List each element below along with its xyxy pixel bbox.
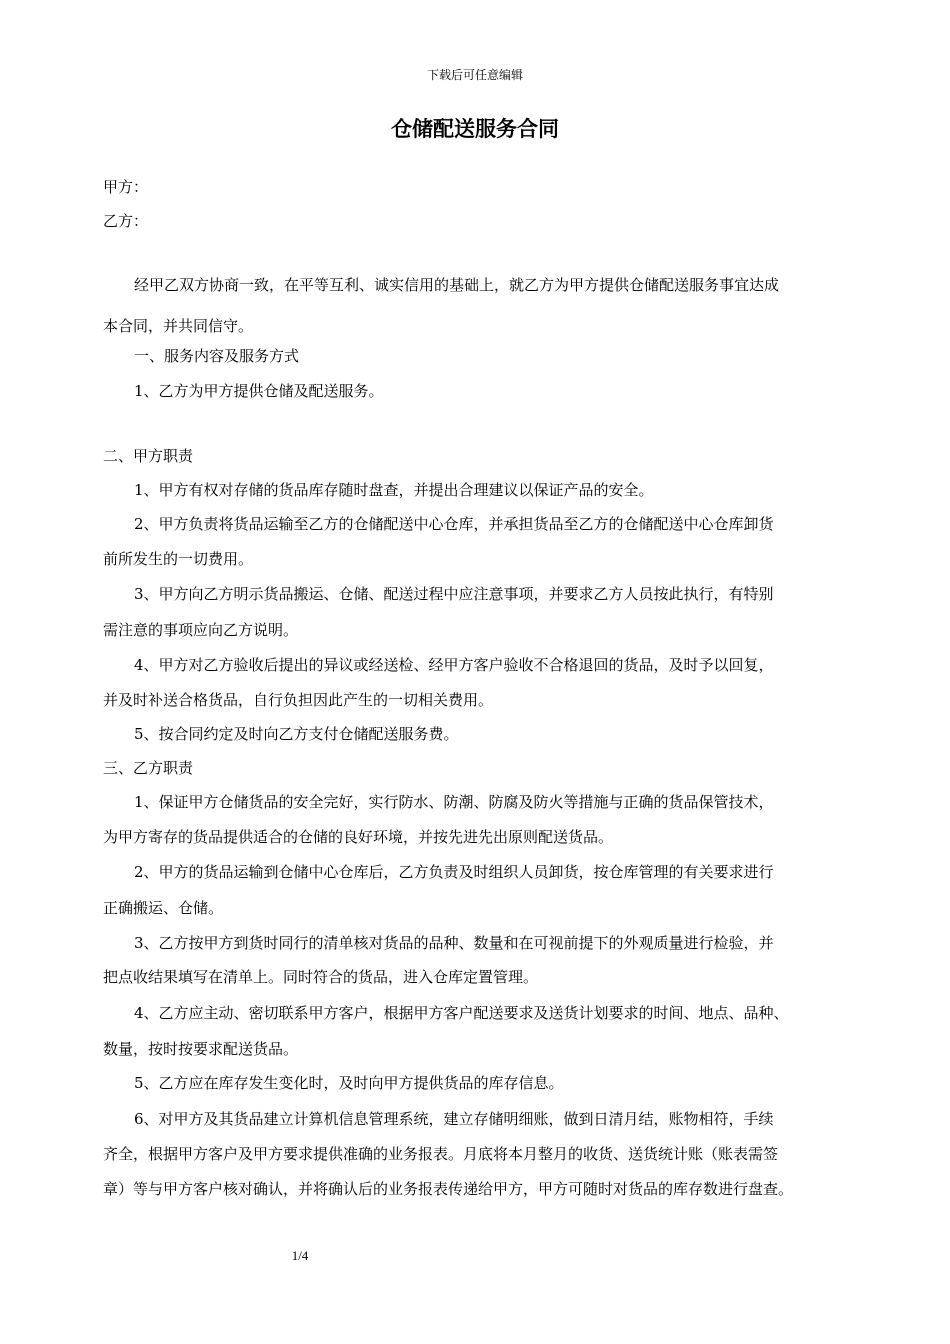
clause-line: 正确搬运、仓储。 — [103, 899, 224, 917]
section-heading: 三、乙方职责 — [103, 759, 194, 777]
clause-line: 齐全，根据甲方客户及甲方要求提供准确的业务报表。月底将本月整月的收货、送货统计账（账表需签 — [103, 1145, 779, 1163]
clause-line: 1、乙方为甲方提供仓储及配送服务。 — [134, 382, 384, 400]
clause-line: 章）等与甲方客户核对确认，并将确认后的业务报表传递给甲方，甲方可随时对货品的库存数进行盘查。 — [103, 1180, 794, 1198]
clause-line: 数量，按时按要求配送货品。 — [103, 1040, 299, 1058]
clause-line: 前所发生的一切费用。 — [103, 550, 254, 568]
clause-line: 3、甲方向乙方明示货品搬运、仓储、配送过程中应注意事项，并要求乙方人员按此执行，有特别 — [134, 585, 774, 603]
clause-line: 5、乙方应在库存发生变化时，及时向甲方提供货品的库存信息。 — [134, 1074, 564, 1092]
clause-line: 4、甲方对乙方验收后提出的异议或经送检、经甲方客户验收不合格退回的货品，及时予以回复， — [134, 656, 774, 674]
clause-line: 2、甲方负责将货品运输至乙方的仓储配送中心仓库，并承担货品至乙方的仓储配送中心仓库卸货 — [134, 515, 774, 533]
clause-line: 5、按合同约定及时向乙方支付仓储配送服务费。 — [134, 725, 459, 743]
clause-line: 1、甲方有权对存储的货品库存随时盘查，并提出合理建议以保证产品的安全。 — [134, 481, 654, 499]
clause-line: 6、对甲方及其货品建立计算机信息管理系统，建立存储明细账，做到日清月结，账物相符，手续 — [134, 1110, 774, 1128]
clause-line: 3、乙方按甲方到货时同行的清单核对货品的品种、数量和在可视前提下的外观质量进行检验，并 — [134, 934, 774, 952]
clause-line: 1、保证甲方仓储货品的安全完好，实行防水、防潮、防腐及防火等措施与正确的货品保管技术， — [134, 793, 774, 811]
page-header-note: 下载后可任意编辑 — [426, 68, 523, 82]
party-b-label: 乙方： — [103, 212, 149, 230]
document-title: 仓储配送服务合同 — [391, 116, 559, 141]
clause-line: 需注意的事项应向乙方说明。 — [103, 621, 299, 639]
page-number: 1/4 — [291, 1248, 309, 1263]
intro-line: 经甲乙双方协商一致，在平等互利、诚实信用的基础上，就乙方为甲方提供仓储配送服务事宜达成 — [134, 276, 780, 294]
clause-line: 并及时补送合格货品，自行负担因此产生的一切相关费用。 — [103, 691, 494, 709]
intro-line: 本合同，并共同信守。 — [103, 317, 254, 335]
section-heading: 一、服务内容及服务方式 — [134, 347, 300, 365]
section-heading: 二、甲方职责 — [103, 447, 194, 465]
clause-line: 4、乙方应主动、密切联系甲方客户，根据甲方客户配送要求及送货计划要求的时间、地点、品种、 — [134, 1004, 789, 1022]
party-a-label: 甲方： — [103, 178, 149, 196]
clause-line: 把点收结果填写在清单上。同时符合的货品，进入仓库定置管理。 — [103, 968, 539, 986]
clause-line: 为甲方寄存的货品提供适合的仓储的良好环境，并按先进先出原则配送货品。 — [103, 828, 614, 846]
clause-line: 2、甲方的货品运输到仓储中心仓库后，乙方负责及时组织人员卸货，按仓库管理的有关要求进行 — [134, 863, 774, 881]
